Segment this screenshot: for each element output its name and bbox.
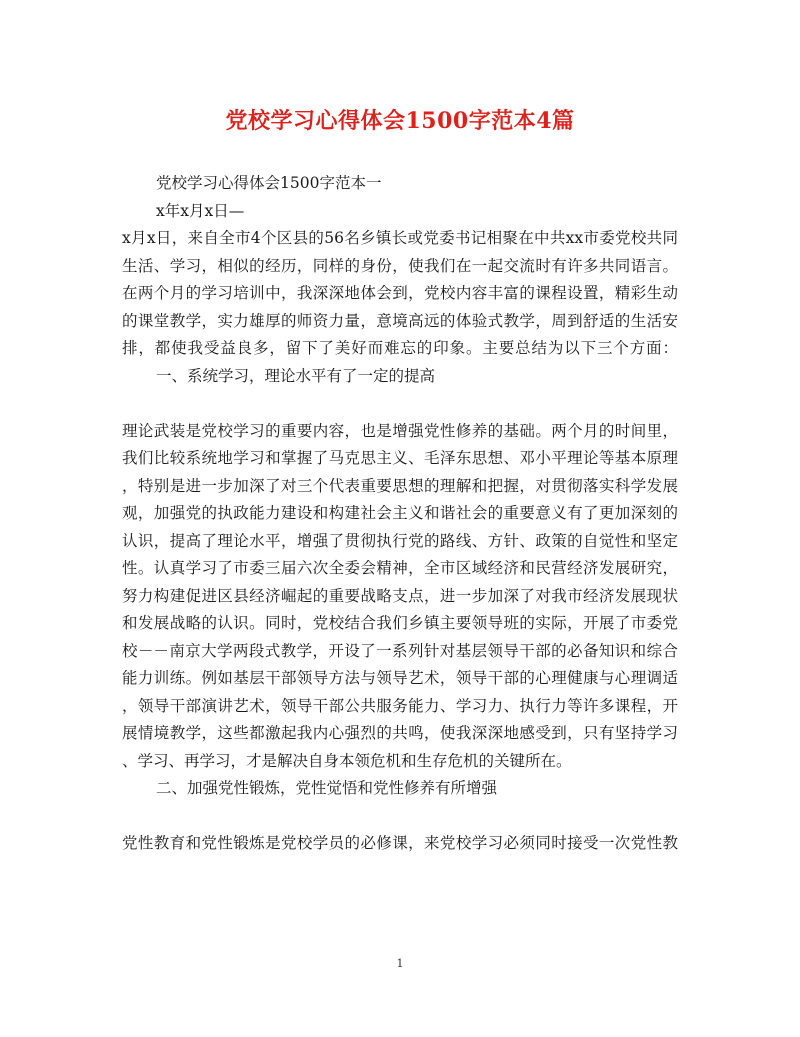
section-heading-1: 一、系统学习，理论水平有了一定的提高 (156, 366, 436, 385)
paragraph-line: 能力训练。例如基层干部领导方法与领导艺术，领导干部的心理健康与心理调适 (122, 669, 678, 687)
page-number: 1 (396, 957, 404, 970)
paragraph-line: 、学习、再学习，才是解决自身本领危机和生存危机的关键所在。 (122, 751, 572, 770)
paragraph-line: 生活、学习，相似的经历，同样的身份，使我们在一起交流时有许多共同语言。 (122, 256, 678, 275)
paragraph-line: 和发展战略的认识。同时，党校结合我们乡镇主要领导班的实际，开展了市委党 (122, 614, 678, 632)
subtitle: 党校学习心得体会1500字范本一 (156, 174, 382, 192)
paragraph-line: 努力构建促进区县经济崛起的重要战略支点，进一步加深了对我市经济发展现状 (122, 586, 678, 605)
paragraph-1 (122, 225, 678, 363)
paragraph-line: 观，加强党的执政能力建设和构建社会主义和谐社会的重要意义有了更加深刻的 (122, 504, 678, 522)
spacer (122, 390, 678, 418)
paragraph-line: 在两个月的学习培训中，我深深地体会到，党校内容丰富的课程设置，精彩生动 (122, 284, 678, 302)
paragraph-line: 排，都使我受益良多，留下了美好而难忘的印象。主要总结为以下三个方面： (122, 339, 678, 357)
paragraph-line: 党性教育和党性锻炼是党校学员的必修课，来党校学习必须同时接受一次党性教 (122, 834, 678, 852)
paragraph-line: ，特别是进一步加深了对三个代表重要思想的理解和把握，对贯彻落实科学发展 (122, 476, 678, 495)
paragraph-2 (122, 418, 678, 776)
section-heading-2: 二、加强党性锻炼，党性觉悟和党性修养有所增强 (156, 779, 498, 797)
paragraph-line: ，领导干部演讲艺术，领导干部公共服务能力、学习力、执行力等许多课程，开 (122, 696, 678, 715)
document-title: 党校学习心得体会1500字范本4篇 (225, 108, 575, 134)
document-body (122, 170, 678, 858)
paragraph-line: 理论武装是党校学习的重要内容，也是增强党性修养的基础。两个月的时间里， (122, 421, 678, 440)
spacer (122, 803, 678, 831)
paragraph-line: 性。认真学习了市委三届六次全委会精神，全市区域经济和民营经济发展研究， (122, 559, 678, 577)
date-line: x年x月x日— (156, 201, 245, 220)
paragraph-3 (122, 830, 678, 858)
paragraph-line: x月x日，来自全市4个区县的56名乡镇长或党委书记相聚在中共xx市委党校共同 (122, 229, 678, 247)
paragraph-line: 的课堂教学，实力雄厚的师资力量，意境高远的体验式教学，周到舒适的生活安 (122, 311, 678, 330)
paragraph-line: 展情境教学，这些都激起我内心强烈的共鸣，使我深深地感受到，只有坚持学习 (122, 724, 678, 742)
paragraph-line: 认识，提高了理论水平，增强了贯彻执行党的路线、方针、政策的自觉性和坚定 (122, 531, 678, 550)
paragraph-line: 校－－南京大学两段式教学，开设了一系列针对基层领导干部的必备知识和综合 (122, 641, 678, 660)
paragraph-line: 我们比较系统地学习和掌握了马克思主义、毛泽东思想、邓小平理论等基本原理 (122, 449, 678, 467)
